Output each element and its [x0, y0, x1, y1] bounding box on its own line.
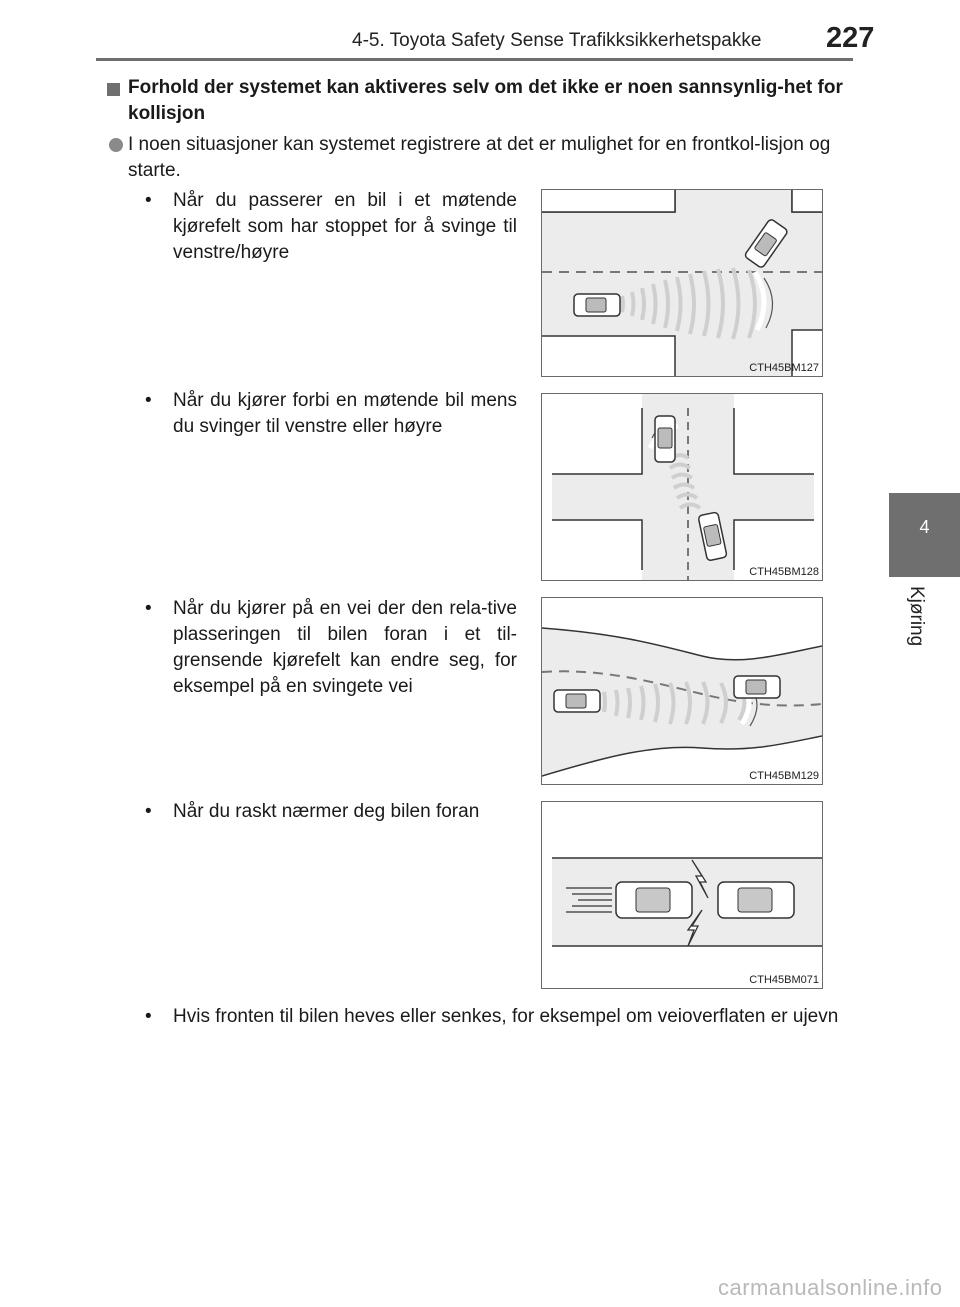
bullet-item: [145, 1004, 857, 1030]
bullet-item: [145, 188, 517, 266]
figure-rapid-approach: [541, 801, 823, 989]
circle-bullet-icon: [109, 138, 123, 152]
chapter-label: Kjøring: [906, 586, 927, 647]
page-header: [0, 0, 960, 60]
illustration-oncoming-turning-car: [542, 190, 822, 376]
bullet-item: [145, 799, 525, 825]
bullet-mark: •: [145, 598, 152, 619]
section-heading-text: Forhold der systemet kan aktiveres selv om det ikke er noen sannsynlig-het for kollisjon: [128, 77, 843, 124]
figure-code: CTH45BM071: [749, 974, 819, 986]
intro-item: [109, 132, 859, 184]
bullet-text: Når du raskt nærmer deg bilen foran: [173, 801, 480, 822]
figure-code: CTH45BM128: [749, 566, 819, 578]
intro-text: I noen situasjoner kan systemet registrere at det er mulighet for en frontkol-lisjon og starte.: [128, 134, 831, 181]
figure-oncoming-turning-car: [541, 189, 823, 377]
bullet-text: Hvis fronten til bilen heves eller senkes, for eksempel om veioverflaten er ujevn: [173, 1006, 839, 1027]
section-title: 4-5. Toyota Safety Sense Trafikksikkerhetspakke: [352, 30, 762, 51]
page-number: 227: [826, 22, 875, 54]
bullet-mark: •: [145, 390, 152, 411]
chapter-number: 4: [919, 517, 930, 537]
watermark: carmanualsonline.info: [718, 1275, 943, 1300]
chapter-tab: [889, 493, 960, 577]
figure-code: CTH45BM129: [749, 770, 819, 782]
bullet-text: Når du kjører forbi en møtende bil mens du svinger til venstre eller høyre: [173, 390, 517, 437]
bullet-item: [145, 388, 517, 440]
bullet-mark: •: [145, 190, 152, 211]
bullet-text: Når du passerer en bil i et møtende kjørefelt som har stoppet for å svinge til venstre/høyre: [173, 190, 517, 263]
illustration-turning-past-oncoming-car: [542, 394, 822, 580]
figure-code: CTH45BM127: [749, 362, 819, 374]
bullet-item: [145, 596, 517, 700]
section-heading: [109, 75, 859, 127]
bullet-mark: •: [145, 1006, 152, 1027]
figure-turning-past-oncoming-car: [541, 393, 823, 581]
square-bullet-icon: [107, 83, 120, 96]
bullet-mark: •: [145, 801, 152, 822]
illustration-rapid-approach: [542, 802, 822, 988]
illustration-winding-road: [542, 598, 822, 784]
figure-winding-road: [541, 597, 823, 785]
header-rule: [96, 58, 853, 61]
bullet-text: Når du kjører på en vei der den rela-tive plasseringen til bilen foran i et til-grensende kjørefelt kan endre seg, for eksempel på en svingete vei: [173, 598, 517, 697]
